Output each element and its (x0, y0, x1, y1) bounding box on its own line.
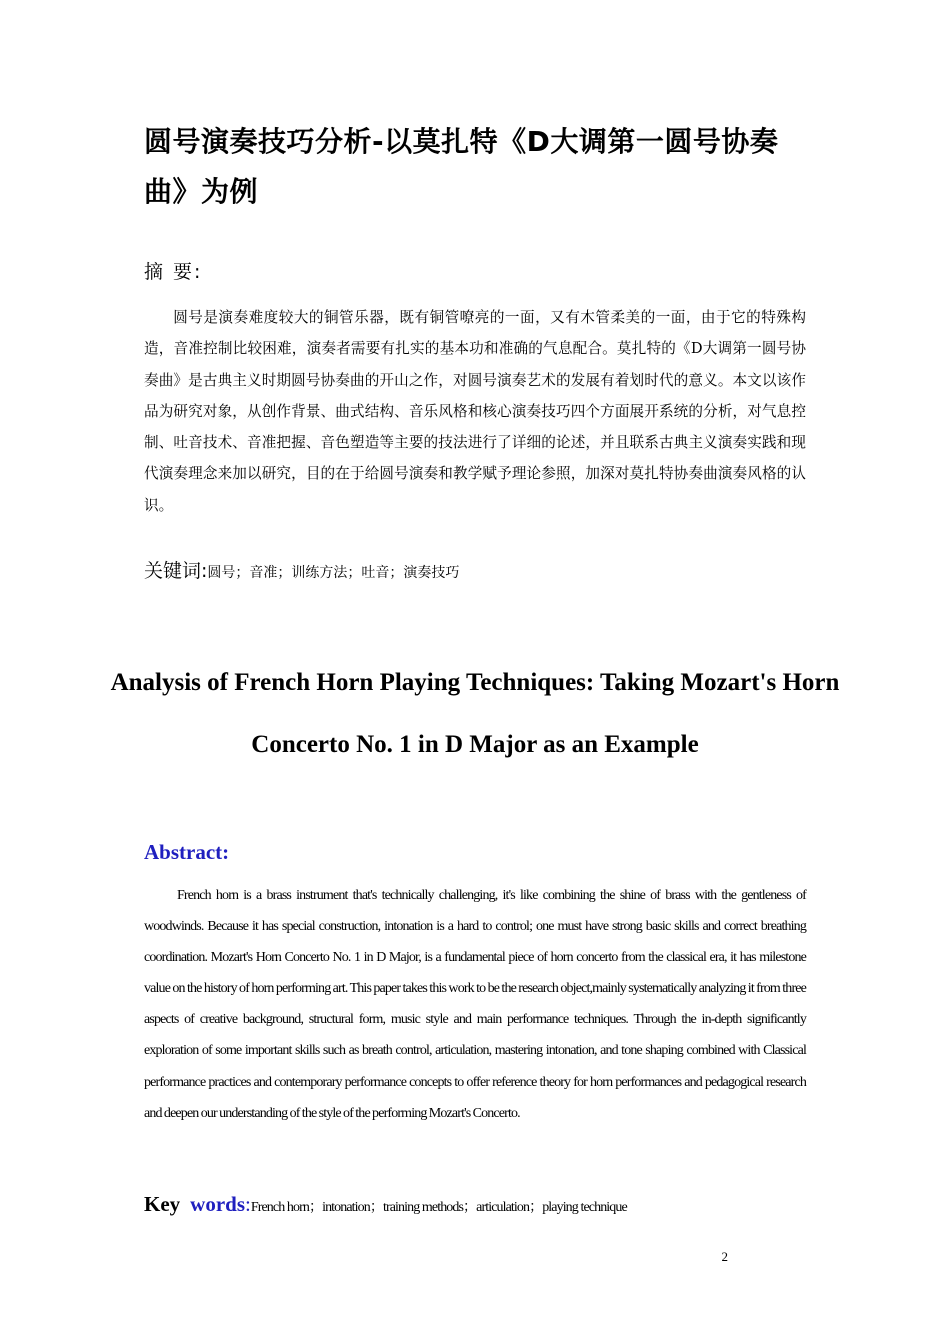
english-keywords-label-words: words (190, 1192, 245, 1216)
chinese-keywords-label: 关键词: (144, 560, 208, 582)
english-title: Analysis of French Horn Playing Techniques: Taking Mozart's Horn Concerto No. 1 in D Major as an Example (110, 669, 840, 758)
english-keywords-colon: : (245, 1192, 251, 1216)
chinese-keywords (144, 556, 806, 588)
chinese-abstract-label: 摘 要: (144, 261, 203, 283)
english-keywords-label-key: Key (144, 1192, 181, 1216)
page-number: 2 (721, 1249, 728, 1264)
english-keywords-value: French horn；intonation；training methods；articulation；playing technique (250, 1200, 627, 1215)
chinese-title: 圆号演奏技巧分析-以莫扎特《D大调第一圆号协奏曲》为例 (144, 125, 779, 208)
english-abstract-label: Abstract: (144, 840, 230, 864)
english-keywords (144, 1188, 806, 1224)
chinese-abstract-body: 圆号是演奏难度较大的铜管乐器，既有铜管嘹亮的一面，又有木管柔美的一面，由于它的特殊构造，音准控制比较困难，演奏者需要有扎实的基本功和准确的气息配合。莫扎特的《D大调第一圆号协奏曲》是古典主义时期圆号协奏曲的开山之作，对圆号演奏艺术的发展有着划时代的意义。本文以该作品为研究对象，从创作背景、曲式结构、音乐风格和核心演奏技巧四个方面展开系统的分析，对气息控制、吐音技术、音准把握、音色塑造等主要的技法进行了详细的论述，并且联系古典主义演奏实践和现代演奏理念来加以研究，目的在于给圆号演奏和教学赋予理论参照，加深对莫扎特协奏曲演奏风格的认识。 (144, 309, 806, 514)
english-abstract-body: French horn is a brass instrument that's technically challenging, it's like combining the shine of brass with the gentleness of woodwinds. Because it has special construction, intonation is a hard to control; one must have strong basic skills and correct breathing coordination. Mozart's Horn Concerto No. 1 in D Major, is a fundamental piece of horn concerto from the classical era, it has milestone value on the history of horn performing art. This paper takes this work to be the research object,mainly systematically analyzing it from three aspects of creative background, structural form, music style and main performance techniques. Through the in-depth significantly exploration of some important skills such as breath control, articulation, mastering intonation, and tone shaping combined with Classical performance practices and contemporary performance concepts to offer reference theory for horn performances and pedagogical research and deepen our understanding of the style of the performing Mozart's Concerto. (144, 888, 806, 1121)
chinese-keywords-value: 圆号；音准；训练方法；吐音；演奏技巧 (207, 565, 460, 581)
